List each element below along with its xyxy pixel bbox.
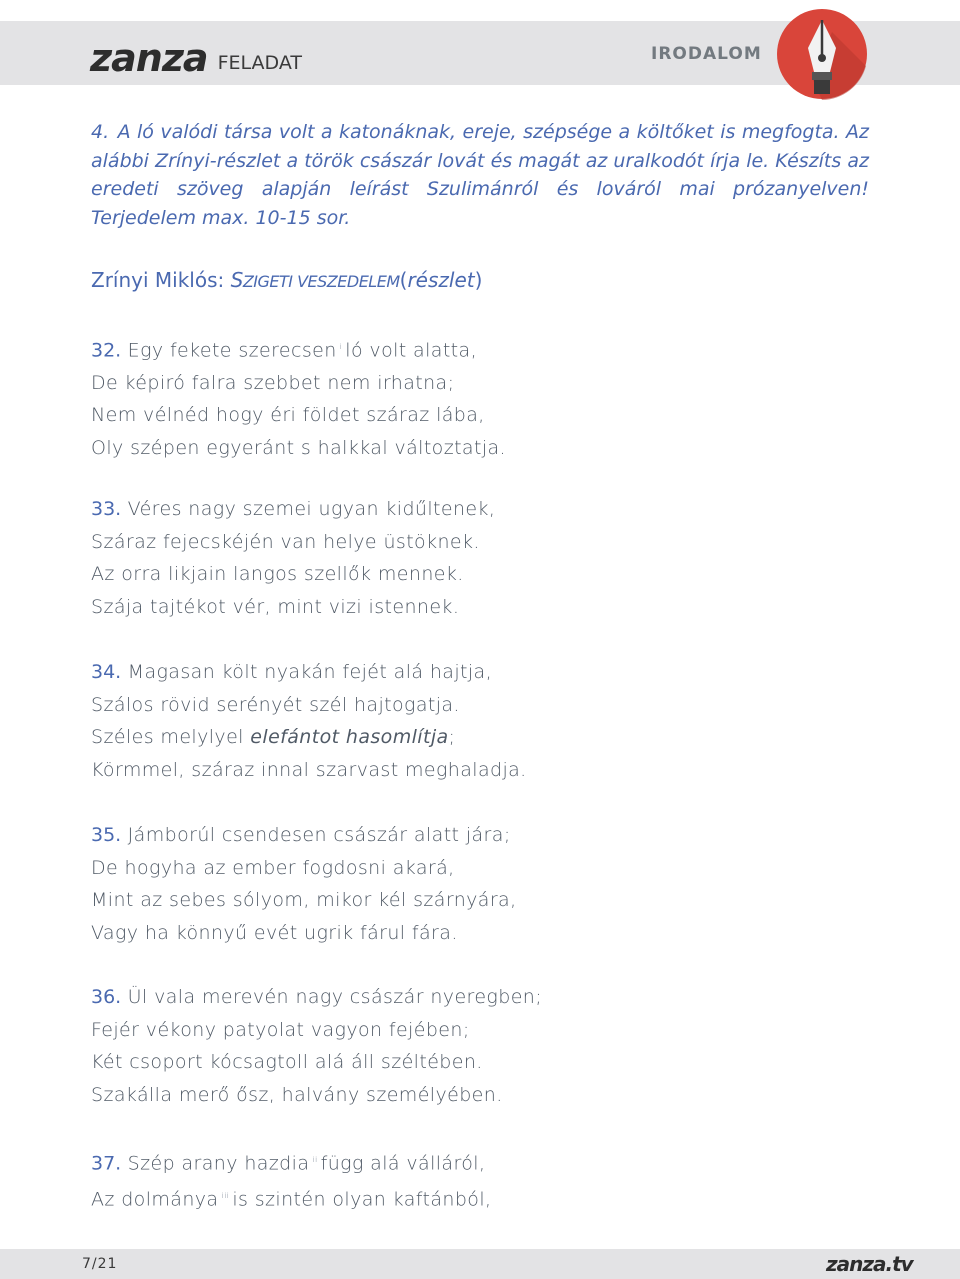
page-number: 7/21	[82, 1256, 118, 1272]
stanza-number: 34.	[91, 661, 122, 683]
subject-label: IRODALOM	[651, 44, 762, 64]
task-body: A ló valódi társa volt a katonáknak, ereje, szépsége a költőket is megfogta. Az alábbi Zrínyi-részlet a török császár lovát és magát az uralkodót írja le. Készíts az eredeti szöveg alapján leírást Szulimánról és lováról mai prózanyelven! Terjedelem max. 10-15 sor.	[91, 121, 869, 229]
stanza-35	[91, 819, 517, 949]
stanza-line: Szálos rövid serényét szél hajtogatja.	[91, 693, 460, 716]
stanza-line: Körmmel, száraz innal szarvast meghaladja.	[91, 758, 527, 781]
stanza-37	[91, 1144, 491, 1216]
source-heading: Zrínyi Miklós: SZIGETI VESZEDELEM(részlet)	[91, 268, 483, 292]
footer-logo: zanza.tv	[826, 1252, 913, 1276]
stanza-32	[91, 331, 506, 464]
stanza-line: 33. Véres nagy szemei ugyan kidűltenek,	[91, 498, 496, 520]
source-title: SZIGETI VESZEDELEM	[230, 268, 400, 292]
brand	[90, 35, 302, 80]
stanza-number: 37.	[91, 1152, 122, 1175]
stanza-number: 36.	[91, 986, 122, 1008]
stanza-line: 36. Ül vala merevén nagy császár nyeregben;	[91, 986, 543, 1008]
stanza-34	[91, 656, 527, 786]
stanza-line: Az orra likjain langos szellők mennek.	[91, 563, 464, 585]
stanza-line: 37. Szép arany hazdia $^{ii}$ függ alá válláról,	[91, 1152, 486, 1175]
stanza-line: Vagy ha könnyű evét ugrik fárul fára.	[91, 921, 458, 944]
footnote-marker[interactable]: i	[339, 342, 343, 351]
section-label: FELADAT	[217, 52, 302, 74]
stanza-line: De képiró falra szebbet nem irhatna;	[91, 371, 455, 394]
stanza-number: 33.	[91, 498, 122, 520]
stanza-line: Száraz fejecskéjén van helye üstöknek.	[91, 530, 480, 553]
footer-bar	[0, 1249, 960, 1279]
stanza-line: Oly szépen egyeránt s halkkal változtatja.	[91, 436, 506, 459]
stanza-line: De hogyha az ember fogdosni akará,	[91, 856, 455, 879]
stanza-line: Nem vélnéd hogy éri földet száraz lába,	[91, 404, 485, 427]
stanza-line: Az dolmánya $^{iii}$ is szintén olyan kaftánból,	[91, 1188, 492, 1211]
emphasis: elefántot hasomlítja	[250, 726, 449, 748]
task-text	[91, 118, 869, 232]
stanza-line: 34. Magasan költ nyakán fejét alá hajtja,	[91, 661, 493, 683]
task-number: 4.	[91, 121, 110, 143]
stanza-33	[91, 493, 495, 623]
task-block	[91, 118, 869, 232]
stanza-line: Két csoport kócsagtoll alá áll széltében.	[91, 1051, 483, 1073]
fountain-pen-nib-icon	[776, 8, 868, 100]
stanza-line: Széles melylyel elefántot hasomlítja;	[91, 726, 456, 748]
footnote-marker[interactable]: ii	[312, 1155, 318, 1164]
stanza-line: Szája tajtékot vér, mint vizi istennek.	[91, 595, 460, 618]
stanza-number: 32.	[91, 339, 122, 362]
brand-logo: zanza	[90, 36, 208, 80]
stanza-line: 32. Egy fekete szerecsen $^i$ ló volt alatta,	[91, 339, 478, 362]
stanza-number: 35.	[91, 824, 122, 846]
stanza-line: Mint az sebes sólyom, mikor kél szárnyára,	[91, 889, 517, 911]
stanza-line: Szakálla merő ősz, halvány személyében.	[91, 1083, 503, 1106]
source-author: Zrínyi Miklós:	[91, 268, 225, 292]
source-part: részlet	[407, 268, 475, 292]
stanza-line: 35. Jámborúl csendesen császár alatt jára;	[91, 824, 511, 846]
stanza-36	[91, 981, 542, 1111]
footnote-marker[interactable]: iii	[221, 1190, 230, 1200]
stanza-line: Fejér vékony patyolat vagyon fejében;	[91, 1018, 470, 1041]
